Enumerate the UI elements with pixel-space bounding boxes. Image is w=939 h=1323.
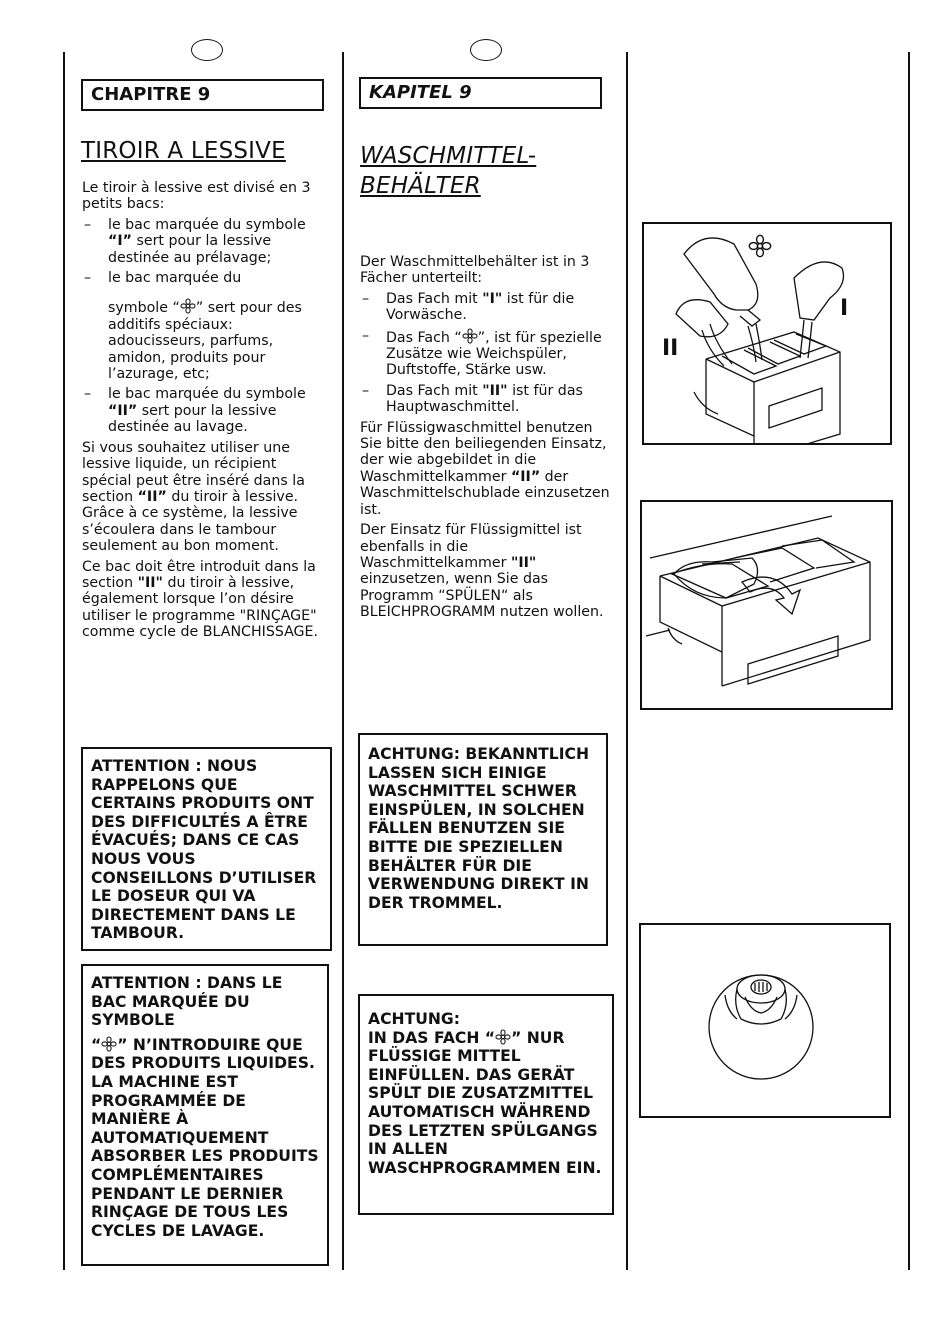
section-title-de (360, 141, 536, 201)
column-rule-mid2 (626, 52, 628, 1270)
warning-box-fr-1: ATTENTION : NOUS RAPPELONS QUE CERTAINS PRODUITS ONT DES DIFFICULTÉS A ÊTRE ÉVACUÉS; DANS CE CAS NOUS VOUS CONSEILLONS D’UTILISER LE DOSEUR QUI VA DIRECTEMENT DANS LE TAMBOUR. (81, 747, 332, 951)
compartment-list-fr (82, 217, 330, 436)
flower-symbol-icon (749, 235, 770, 256)
warning-box-de-2: ACHTUNG: IN DAS FACH “ ” NUR FLÜSSIGE MITTEL EINFÜLLEN. DAS GERÄT SPÜLT DIE ZUSATZMITTEL AUTOMATISCH WÄHREND DES LETZTEN SPÜLGANGS IN ALLEN WASCHPROGRAMMEN EIN. (358, 994, 614, 1215)
chapter-heading-de: KAPITEL 9 (359, 77, 602, 109)
list-item: – le bac marquée du symbole “ ” sert pour des additifs spéciaux: adoucisseurs, parfums, amidon, produits pour l’azurage, etc; (82, 270, 330, 382)
column-rule-mid1 (342, 52, 344, 1270)
drawer-filling-illustration (644, 224, 890, 443)
warning-box-fr-2: ATTENTION : DANS LE BAC MARQUÉE DU SYMBOLE “ ” N’INTRODUIRE QUE DES PRODUITS LIQUIDES. LA MACHINE EST PROGRAMMÉE DE MANIÈRE À AUTOMATIQUEMENT ABSORBER LES PRODUITS COMPLÉMENTAIRES PENDANT LE DERNIER RINÇAGE DE TOUS LES CYCLES DE LAVAGE. (81, 964, 329, 1266)
warning-box-de-1: ACHTUNG: BEKANNTLICH LASSEN SICH EINIGE WASCHMITTEL SCHWER EINSPÜLEN, IN SOLCHEN FÄLLEN BENUTZEN SIE BITTE DIE SPEZIELLEN BEHÄLTER FÜR DIE VERWENDUNG DIREKT IN DER TROMMEL. (358, 733, 608, 946)
chapter-heading-fr: CHAPITRE 9 (81, 79, 324, 111)
column-rule-left (63, 52, 65, 1270)
figure-dosing-ball (639, 923, 891, 1118)
section-title-de-line2: BEHÄLTER (360, 173, 481, 199)
body-text-fr (82, 180, 330, 645)
intro-de: Der Waschmittelbehälter ist in 3 Fächer unterteilt: (360, 254, 590, 287)
body-text-de (360, 254, 615, 625)
list-item: – Das Fach mit "I" ist für die Vorwäsche. (360, 291, 615, 324)
list-item: – Das Fach “ ”, ist für spezielle Zusätze wie Weichspüler, Duftstoffe, Stärke usw. (360, 328, 615, 379)
column-rule-right (908, 52, 910, 1270)
section-title-de-line1: WASCHMITTEL- (360, 143, 537, 169)
language-marker-fr (191, 39, 223, 61)
figure-drawer-filling (642, 222, 892, 445)
list-item: – le bac marquée du symbole “I” sert pour la lessive destinée au prélavage; (82, 217, 330, 266)
language-marker-de (470, 39, 502, 61)
compartment-label-I: I (840, 296, 849, 321)
liquid-insert-illustration (642, 502, 891, 708)
figure-liquid-insert (640, 500, 893, 710)
section-title-fr: TIROIR A LESSIVE (81, 138, 286, 164)
flower-symbol-icon (180, 298, 196, 314)
flower-symbol-icon (462, 328, 478, 344)
intro-fr: Le tiroir à lessive est divisé en 3 petits bacs: (82, 180, 311, 213)
paragraph-rinse-de: Der Einsatz für Flüssigmittel ist ebenfalls in die Waschmittelkammer "II" einzusetzen, wenn Sie das Programm “SPÜLEN“ als BLEICHPROGRAMM nutzen wollen. (360, 522, 604, 621)
paragraph-liquid-fr: Si vous souhaitez utiliser une lessive liquide, un récipient spécial peut être inséré dans la section “II” du tiroir à lessive. Grâce à ce système, la lessive s’écoulera dans le tambour seulement au bon moment. (82, 439, 305, 555)
compartment-label-II: II (662, 336, 679, 361)
paragraph-rinse-fr: Ce bac doit être introduit dans la section "II" du tiroir à lessive, également lorsque l’on désire utiliser le programme "RINÇAGE" comme cycle de BLANCHISSAGE. (82, 558, 319, 641)
flower-symbol-icon (495, 1029, 511, 1045)
paragraph-liquid-de: Für Flüssigwaschmittel benutzen Sie bitte den beiliegenden Einsatz, der wie abgebildet in die Waschmittelkammer “II” der Waschmittelschublade einzusetzen ist. (360, 419, 610, 518)
compartment-list-de (360, 291, 615, 416)
list-item: – Das Fach mit "II" ist für das Hauptwaschmittel. (360, 383, 615, 416)
list-item: – le bac marquée du symbole “II” sert pour la lessive destinée au lavage. (82, 386, 330, 435)
dosing-ball-illustration (641, 925, 889, 1116)
flower-symbol-icon (101, 1036, 117, 1052)
